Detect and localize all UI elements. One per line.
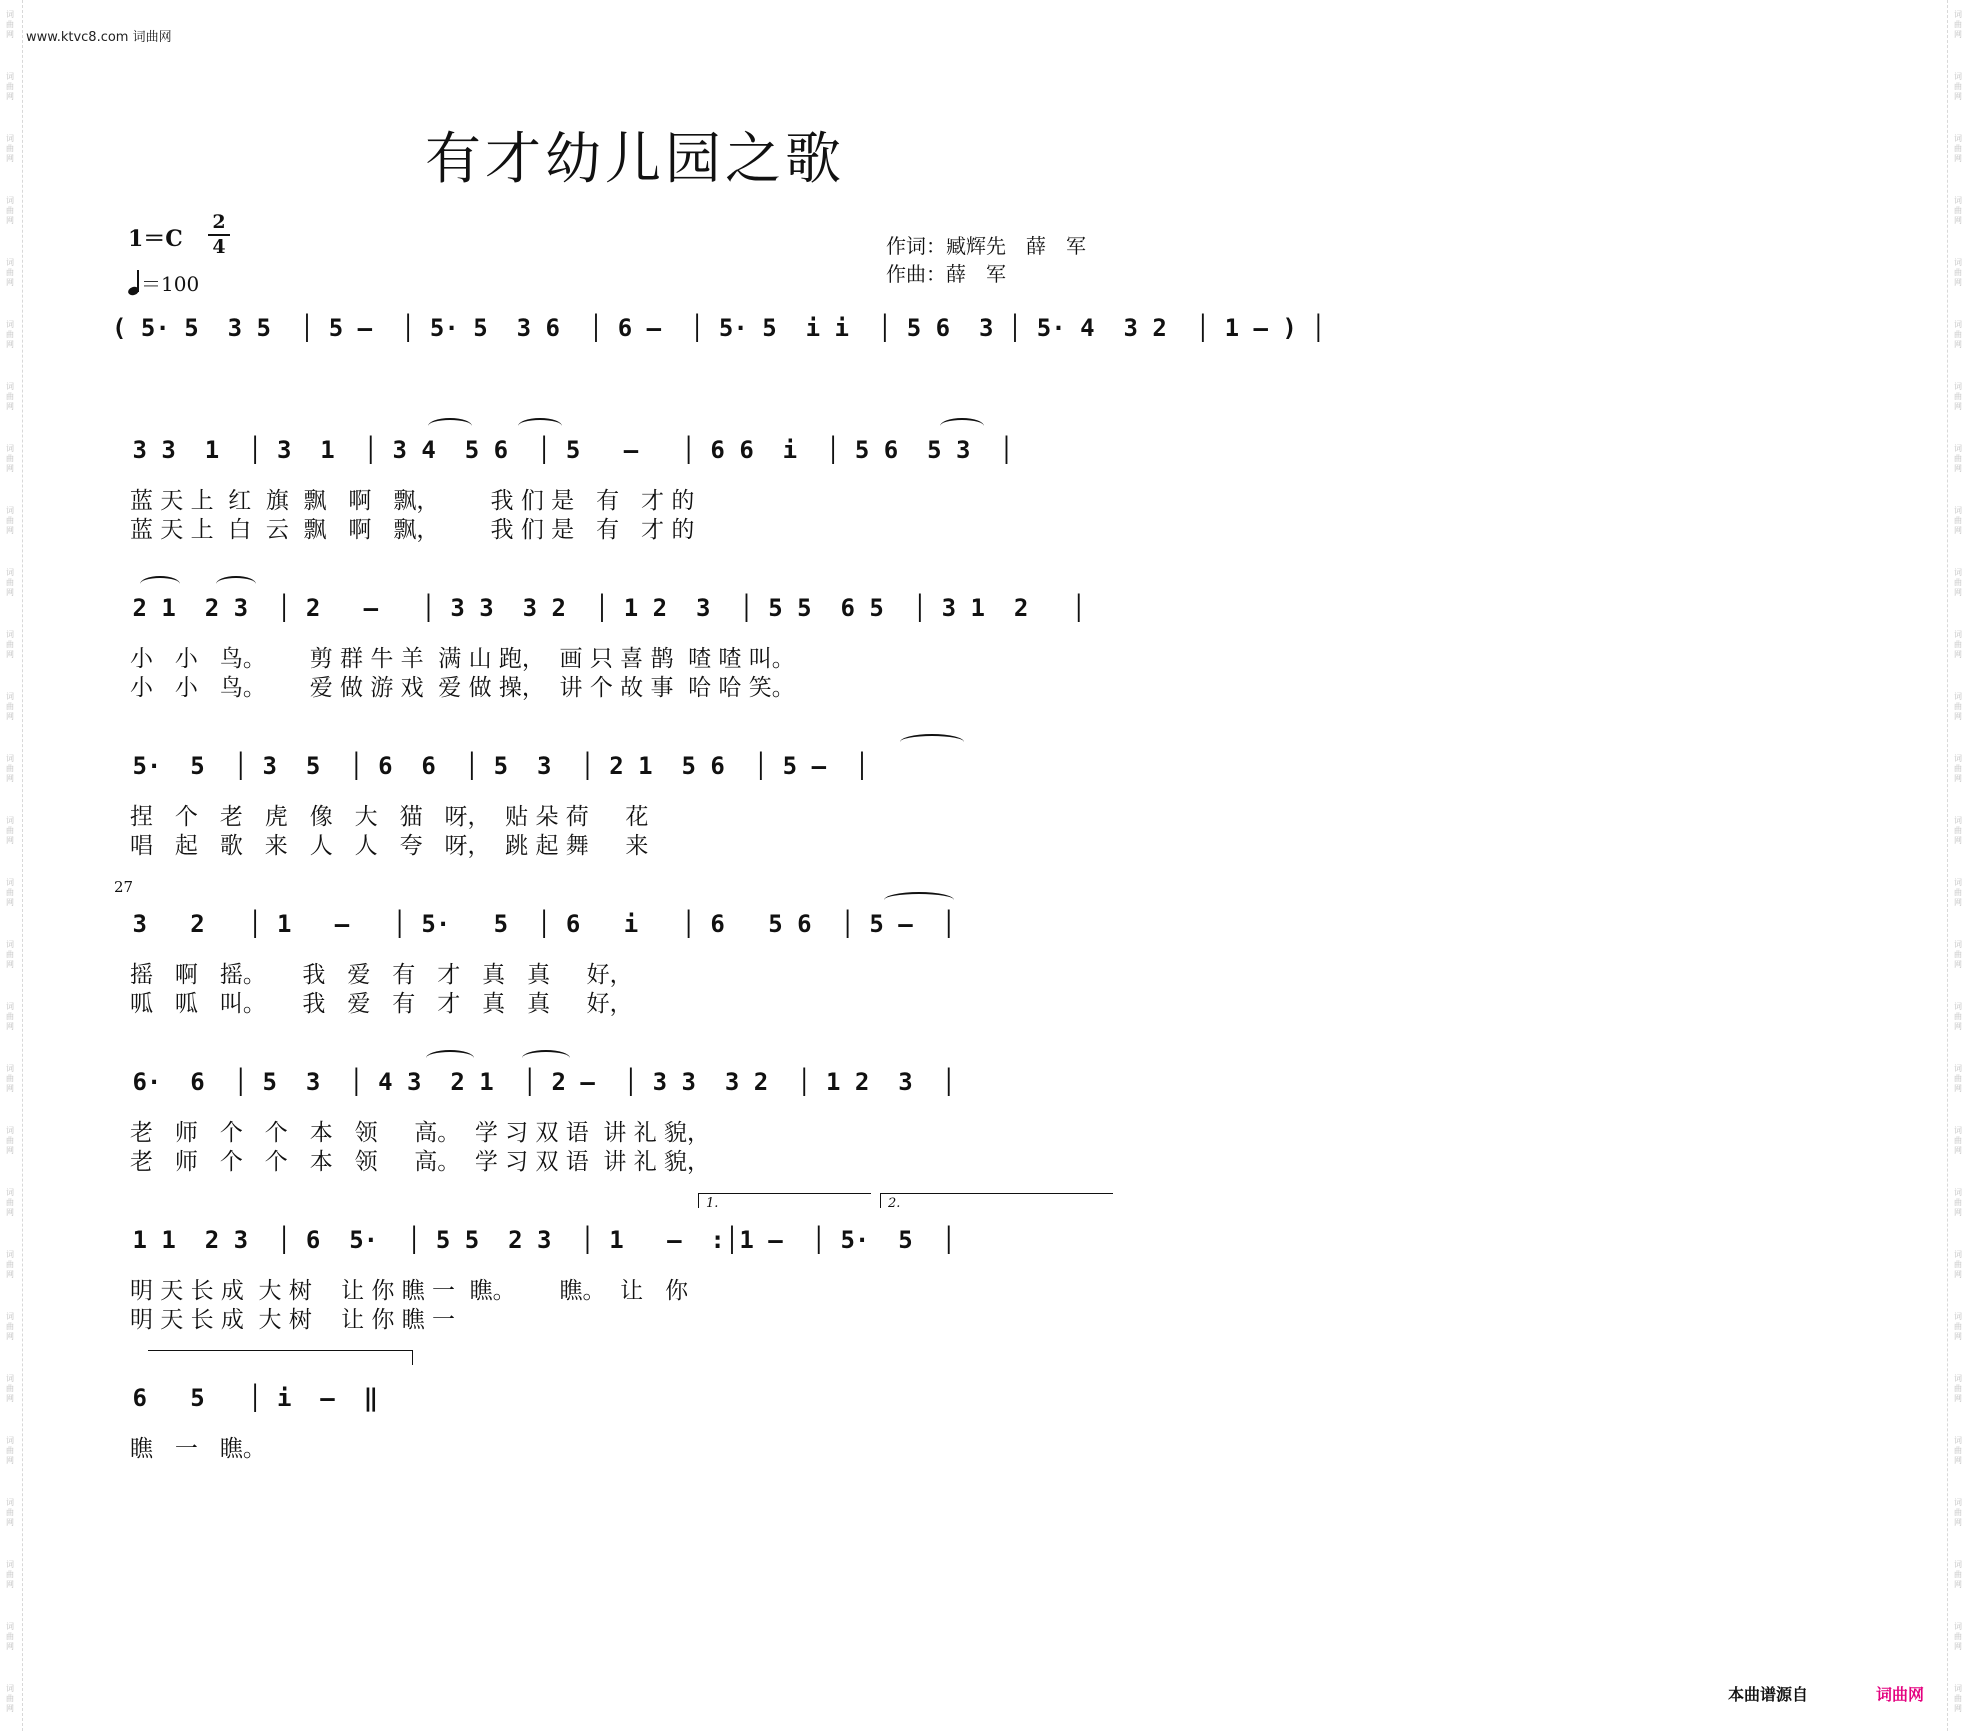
site-url: www.ktvc8.com 词曲网 (26, 30, 172, 45)
slur (940, 418, 984, 434)
watermark-text: 词 曲 网 (1954, 630, 1962, 659)
right-watermark-strip (1947, 0, 1970, 1731)
system-3-lyrics-verse-1: 捏 个 老 虎 像 大 猫 呀， 贴 朵 荷 花 (130, 804, 649, 830)
left-watermark-strip (0, 0, 23, 1731)
composer-credit: 作曲：薛 军 (886, 262, 1006, 286)
watermark-text: 词 曲 网 (1954, 258, 1962, 287)
watermark-text: 词 曲 网 (6, 754, 14, 783)
tempo-value: ＝100 (141, 272, 200, 296)
watermark-text: 词 曲 网 (6, 1684, 14, 1713)
time-signature-top: 2 (212, 211, 226, 233)
watermark-text: 词 曲 网 (6, 1002, 14, 1031)
source-label: 本曲谱源自 (1728, 1685, 1809, 1704)
second-ending-bracket (880, 1193, 1113, 1208)
watermark-text: 词 曲 网 (1954, 816, 1962, 845)
watermark-text: 词 曲 网 (6, 1374, 14, 1403)
watermark-text: 词 曲 网 (1954, 1002, 1962, 1031)
watermark-text: 词 曲 网 (1954, 1126, 1962, 1155)
system-4-lyrics-verse-2: 呱 呱 叫。 我 爱 有 才 真 真 好， (130, 991, 633, 1017)
system-3-lyrics-verse-2: 唱 起 歌 来 人 人 夸 呀， 跳 起 舞 来 (130, 833, 649, 859)
time-signature-bottom: 4 (212, 236, 226, 258)
watermark-text: 词 曲 网 (1954, 1374, 1962, 1403)
system-5-lyrics-verse-2: 老 师 个 个 本 领 高。 学 习 双 语 讲 礼 貌， (130, 1149, 711, 1175)
watermark-text: 词 曲 网 (1954, 196, 1962, 225)
slur (426, 1050, 474, 1066)
system-6-lyrics-verse-2: 明 天 长 成 大 树 让 你 瞧 一 (130, 1307, 456, 1333)
watermark-text: 词 曲 网 (6, 816, 14, 845)
intro-notes: ( 5· 5 3 5 │ 5 – │ 5· 5 3 6 │ 6 – │ 5· 5 i i │ 5 6 3 │ 5· 4 3 2 │ 1 – ) │ (112, 314, 1326, 342)
watermark-text: 词 曲 网 (6, 72, 14, 101)
watermark-text: 词 曲 网 (1954, 692, 1962, 721)
key-signature: 1＝C (128, 226, 183, 252)
slur (140, 576, 180, 592)
system-4-lyrics-verse-1: 摇 啊 摇。 我 爱 有 才 真 真 好， (130, 962, 633, 988)
slur (522, 1050, 570, 1066)
system-1-notes: 3 3 1 │ 3 1 │ 3 4 5 6 │ 5 – │ 6 6 i │ 5 6 5 3 │ (118, 436, 1014, 464)
second-ending-continuation-bracket (148, 1350, 413, 1365)
watermark-text: 词 曲 网 (6, 382, 14, 411)
system-2-lyrics-verse-2: 小 小 鸟。 爱 做 游 戏 爱 做 操， 讲 个 故 事 哈 哈 笑。 (130, 675, 795, 701)
credits (886, 232, 1086, 288)
slur (428, 418, 472, 434)
watermark-text: 词 曲 网 (1954, 72, 1962, 101)
watermark-text: 词 曲 网 (6, 1312, 14, 1341)
time-signature (208, 212, 230, 258)
watermark-text: 词 曲 网 (1954, 134, 1962, 163)
watermark-text: 词 曲 网 (1954, 1498, 1962, 1527)
watermark-text: 词 曲 网 (1954, 568, 1962, 597)
watermark-text: 词 曲 网 (1954, 1064, 1962, 1093)
watermark-text: 词 曲 网 (6, 258, 14, 287)
watermark-text: 词 曲 网 (6, 878, 14, 907)
watermark-text: 词 曲 网 (1954, 940, 1962, 969)
slur (884, 892, 954, 908)
watermark-text: 词 曲 网 (6, 692, 14, 721)
watermark-text: 词 曲 网 (1954, 1684, 1962, 1713)
watermark-text: 词 曲 网 (1954, 1312, 1962, 1341)
system-1-lyrics-verse-1: 蓝 天 上 红 旗 飘 啊 飘， 我 们 是 有 才 的 (130, 488, 695, 514)
watermark-text: 词 曲 网 (6, 1622, 14, 1651)
watermark-text: 词 曲 网 (1954, 1622, 1962, 1651)
system-2-lyrics-verse-1: 小 小 鸟。 剪 群 牛 羊 满 山 跑， 画 只 喜 鹊 喳 喳 叫。 (130, 646, 795, 672)
song-title: 有才幼儿园之歌 (425, 127, 845, 192)
watermark-text: 词 曲 网 (6, 10, 14, 39)
watermark-text: 词 曲 网 (6, 1560, 14, 1589)
watermark-text: 词 曲 网 (6, 320, 14, 349)
watermark-text: 词 曲 网 (6, 444, 14, 473)
watermark-text: 词 曲 网 (6, 1250, 14, 1279)
watermark-text: 词 曲 网 (6, 506, 14, 535)
system-6-lyrics-verse-1: 明 天 长 成 大 树 让 你 瞧 一 瞧。 瞧。 让 你 (130, 1278, 689, 1304)
watermark-text: 词 曲 网 (6, 630, 14, 659)
watermark-text: 词 曲 网 (1954, 754, 1962, 783)
first-ending-bracket (698, 1193, 871, 1208)
second-ending-label: 2. (888, 1196, 901, 1211)
watermark-text: 词 曲 网 (1954, 1436, 1962, 1465)
system-5-lyrics-verse-1: 老 师 个 个 本 领 高。 学 习 双 语 讲 礼 貌， (130, 1120, 711, 1146)
watermark-text: 词 曲 网 (6, 196, 14, 225)
system-2-notes: 2 1 2 3 │ 2 – │ 3 3 3 2 │ 1 2 3 │ 5 5 6 5 │ 3 1 2 │ (118, 594, 1087, 622)
watermark-text: 词 曲 网 (1954, 1560, 1962, 1589)
system-7-notes: 6 5 │ i – ‖ (118, 1384, 379, 1412)
first-ending-label: 1. (706, 1196, 719, 1211)
system-1-lyrics-verse-2: 蓝 天 上 白 云 飘 啊 飘， 我 们 是 有 才 的 (130, 517, 695, 543)
system-5-notes: 6· 6 │ 5 3 │ 4 3 2 1 │ 2 – │ 3 3 3 2 │ 1 2 3 │ (118, 1068, 957, 1096)
watermark-text: 词 曲 网 (1954, 320, 1962, 349)
watermark-text: 词 曲 网 (6, 134, 14, 163)
watermark-text: 词 曲 网 (1954, 878, 1962, 907)
system-6-notes: 1 1 2 3 │ 6 5· │ 5 5 2 3 │ 1 – :│1 – │ 5· 5 │ (118, 1226, 957, 1254)
watermark-text: 词 曲 网 (1954, 444, 1962, 473)
watermark-text: 词 曲 网 (6, 568, 14, 597)
watermark-text: 词 曲 网 (6, 1126, 14, 1155)
slur (518, 418, 562, 434)
watermark-text: 词 曲 网 (1954, 382, 1962, 411)
watermark-text: 词 曲 网 (6, 940, 14, 969)
slur (900, 734, 964, 750)
lyricist-credit: 作词：臧辉先 薛 军 (886, 234, 1086, 258)
tempo-marking (128, 268, 199, 297)
source-brand-link[interactable]: 词曲网 (1876, 1685, 1925, 1704)
system-3-notes: 5· 5 │ 3 5 │ 6 6 │ 5 3 │ 2 1 5 6 │ 5 – │ (118, 752, 870, 780)
measure-number: 27 (114, 878, 134, 896)
watermark-text: 词 曲 网 (6, 1436, 14, 1465)
watermark-text: 词 曲 网 (1954, 1188, 1962, 1217)
system-7-lyrics-verse-1: 瞧 一 瞧。 (130, 1436, 266, 1462)
watermark-text: 词 曲 网 (1954, 1250, 1962, 1279)
watermark-text: 词 曲 网 (6, 1188, 14, 1217)
watermark-text: 词 曲 网 (1954, 10, 1962, 39)
watermark-text: 词 曲 网 (1954, 506, 1962, 535)
system-4-notes: 3 2 │ 1 – │ 5· 5 │ 6 i │ 6 5 6 │ 5 – │ (118, 910, 957, 938)
watermark-text: 词 曲 网 (6, 1064, 14, 1093)
slur (216, 576, 256, 592)
watermark-text: 词 曲 网 (6, 1498, 14, 1527)
